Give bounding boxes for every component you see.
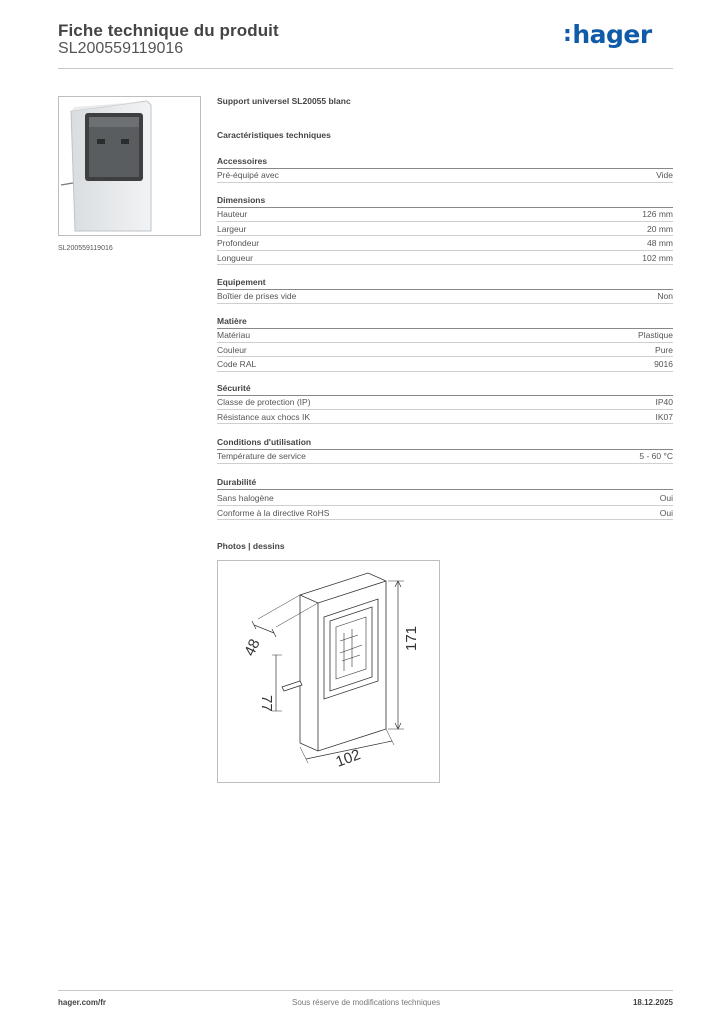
section-title-accessoires: Accessoires [217,156,673,166]
footer-website-link[interactable]: hager.com/fr [58,998,107,1007]
spec-value: Plastique [638,330,673,340]
spec-label: Matériau [217,330,251,340]
spec-value: IP40 [655,397,673,407]
spec-value: IK07 [655,411,673,422]
spec-value: 5 - 60 °C [639,451,673,461]
spec-label: Longueur [217,252,253,263]
dimension-height-label: 171 [403,625,420,651]
spec-row [217,222,673,237]
footer-notice: Sous réserve de modifications techniques [292,998,441,1007]
document-title: Fiche technique du produit [58,21,279,40]
spec-row [217,328,673,343]
product-thumbnail [58,96,201,236]
spec-row [217,491,673,506]
spec-value: Oui [659,493,673,503]
product-reference: SL200559119016 [58,40,184,57]
spec-value: 126 mm [642,209,673,219]
spec-row [217,410,673,425]
product-photo [59,97,200,235]
section-title-dimensions: Dimensions [217,195,673,205]
photos-title: Photos | dessins [217,541,285,551]
dimension-depth-label: 48 [241,636,264,659]
footer-date: 18.12.2025 [632,998,673,1007]
footer-divider [58,990,673,991]
spec-label: Largeur [217,223,247,234]
spec-row [217,251,673,266]
spec-value: Oui [659,507,673,518]
spec-label: Couleur [217,344,247,355]
spec-value: 102 mm [642,252,673,263]
spec-label: Boîtier de prises vide [217,291,297,301]
logo-text: hager [572,20,652,49]
spec-value: 9016 [654,359,673,369]
section-title-equipement: Equipement [217,277,673,287]
page-header [58,20,673,70]
product-name: Support universel SL20055 blanc [217,96,351,106]
thumbnail-caption: SL200559119016 [58,245,113,252]
spec-row [217,289,673,304]
technical-drawing [218,561,439,782]
hager-logo: :hager [563,20,652,49]
spec-row [217,449,673,464]
dimension-inner-height-label: 77 [258,695,275,712]
spec-value: 20 mm [647,223,673,234]
spec-row [217,236,673,251]
spec-label: Sans halogène [217,493,274,503]
section-title-conditions: Conditions d'utilisation [217,437,673,447]
spec-value: 48 mm [647,238,673,248]
spec-row [217,506,673,521]
dimension-length-label: 102 [333,746,363,771]
spec-value: Vide [656,170,673,180]
spec-label: Pré-équipé avec [217,170,279,180]
spec-value: Non [657,291,673,301]
spec-label: Résistance aux chocs IK [217,411,311,422]
spec-label: Classe de protection (IP) [217,397,311,407]
section-title-durabilite: Durabilité [217,477,673,487]
section-title-matiere: Matière [217,316,673,326]
spec-row [217,357,673,372]
spec-row [217,207,673,222]
technical-characteristics-title: Caractéristiques techniques [217,130,331,140]
spec-value: Pure [655,344,673,355]
spec-row [217,395,673,410]
spec-label: Profondeur [217,238,260,248]
spec-row [217,343,673,358]
spec-label: Conforme à la directive RoHS [217,507,330,518]
spec-label: Hauteur [217,209,248,219]
section-title-securite: Sécurité [217,383,673,393]
spec-label: Température de service [217,451,306,461]
spec-label: Code RAL [217,359,257,369]
spec-row [217,168,673,183]
header-divider [58,68,673,69]
dimension-drawing [217,560,440,783]
